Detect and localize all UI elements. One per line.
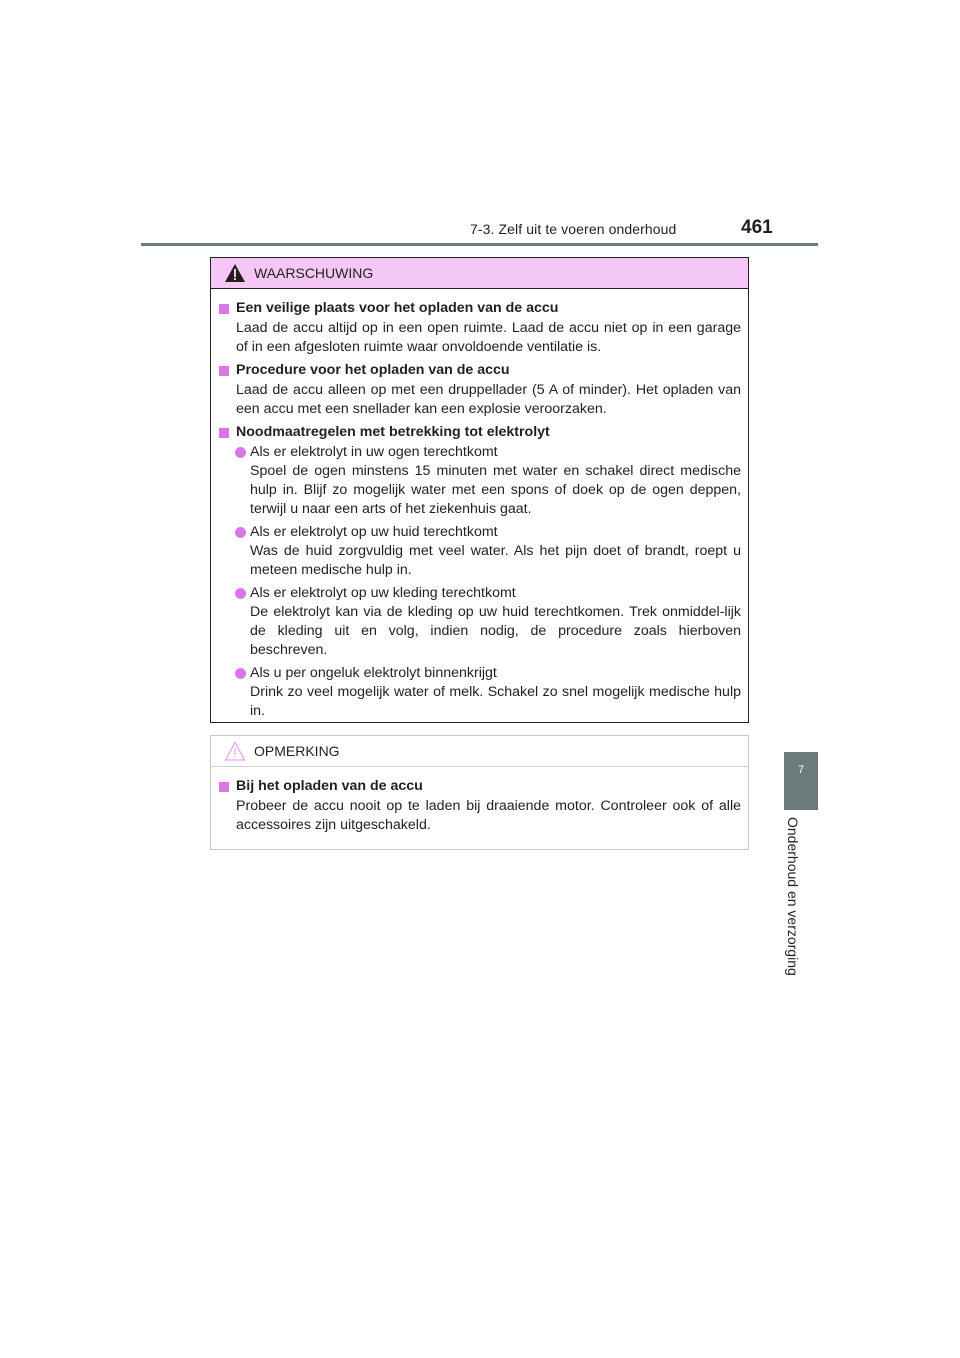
notice-triangle-icon <box>224 741 246 764</box>
section-title: 7-3. Zelf uit te voeren onderhoud <box>470 221 677 237</box>
warning-header <box>211 258 748 289</box>
chapter-tab <box>784 752 818 810</box>
bullet-title: Als er elektrolyt op uw kleding terechtkomt <box>250 585 516 601</box>
bullet-icon <box>235 527 246 538</box>
bullet-text: Was de huid zorgvuldig met veel water. Als het pijn doet of brandt, roept u meteen medische hulp in. <box>250 543 741 578</box>
notice-title: OPMERKING <box>254 743 340 759</box>
warning-title: WAARSCHUWING <box>254 265 374 281</box>
header-divider <box>141 243 818 246</box>
page-number: 461 <box>741 217 773 238</box>
section-text: Laad de accu alleen op met een druppellader (5 A of minder). Het opladen van een accu met een snellader kan een explosie veroorzaken. <box>236 382 741 417</box>
chapter-title: Onderhoud en verzorging <box>785 817 801 976</box>
section-heading: Procedure voor het opladen van de accu <box>218 361 741 380</box>
bullet-icon <box>235 447 246 458</box>
list-item <box>218 664 741 721</box>
notice-box <box>210 735 749 850</box>
bullet-title: Als u per ongeluk elektrolyt binnenkrijgt <box>250 665 497 681</box>
bullet-text: De elektrolyt kan via de kleding op uw huid terechtkomen. Trek onmiddel-lijk de kleding uit en volg, indien nodig, de procedure zoals hierboven beschreven. <box>250 604 741 658</box>
section-heading: Bij het opladen van de accu <box>218 777 741 796</box>
bullet-icon <box>235 588 246 599</box>
notice-header <box>211 736 748 767</box>
section-text: Probeer de accu nooit op te laden bij draaiende motor. Controleer ook of alle accessoires zijn uitgeschakeld. <box>236 798 741 833</box>
bullet-icon <box>235 668 246 679</box>
section-text: Laad de accu altijd op in een open ruimte. Laad de accu niet op in een garage of in een afgesloten ruimte waar onvoldoende ventilatie is. <box>236 320 741 355</box>
chapter-number: 7 <box>797 764 805 776</box>
bullet-title: Als er elektrolyt in uw ogen terechtkomt <box>250 444 498 460</box>
warning-triangle-icon <box>224 263 246 286</box>
bullet-text: Spoel de ogen minstens 15 minuten met water en schakel direct medische hulp in. Blijf zo mogelijk water met een spons of doek op de ogen deppen, terwijl u naar een arts of het ziekenhuis gaat. <box>250 463 741 517</box>
warning-box <box>210 257 749 723</box>
list-item <box>218 584 741 660</box>
section-heading: Noodmaatregelen met betrekking tot elektrolyt <box>218 423 741 442</box>
bullet-text: Drink zo veel mogelijk water of melk. Schakel zo snel mogelijk medische hulp in. <box>250 684 741 719</box>
bullet-title: Als er elektrolyt op uw huid terechtkomt <box>250 524 498 540</box>
list-item <box>218 523 741 580</box>
list-item <box>218 443 741 519</box>
section-heading: Een veilige plaats voor het opladen van de accu <box>218 299 741 318</box>
